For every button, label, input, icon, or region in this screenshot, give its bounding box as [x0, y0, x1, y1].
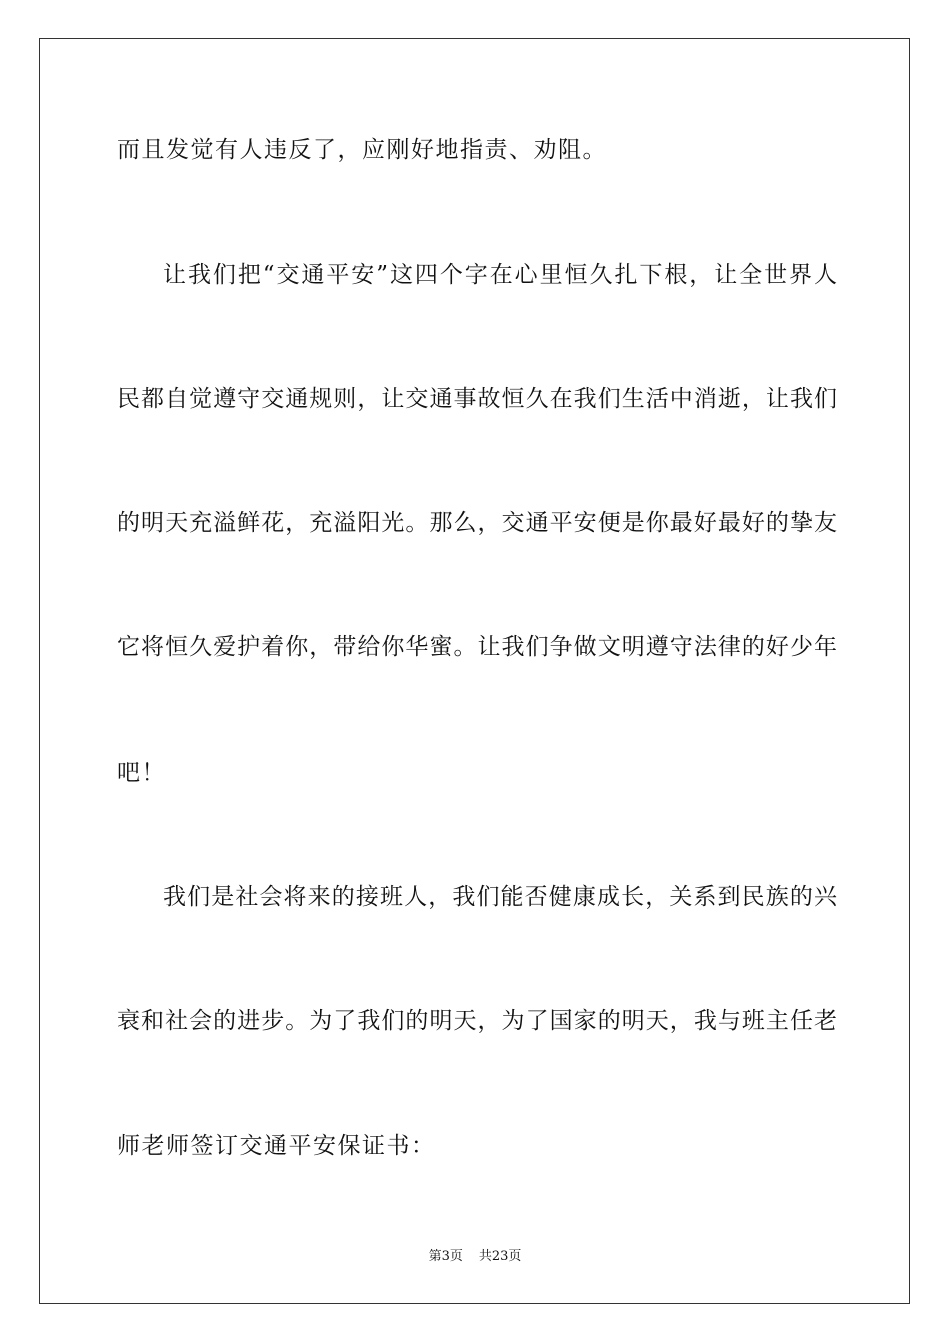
text-line: 它将恒久爱护着你，带给你华蜜。让我们争做文明遵守法律的好少年: [117, 634, 837, 660]
text-line: 让我们把“交通平安”这四个字在心里恒久扎下根，让全世界人: [163, 262, 837, 288]
page-frame: [39, 38, 910, 1304]
text-line: 的明天充溢鲜花，充溢阳光。那么，交通平安便是你最好最好的挚友: [117, 510, 837, 536]
text-line: 吧！: [117, 760, 166, 786]
text-line: 而且发觉有人违反了，应刚好地指责、劝阻。: [117, 137, 607, 163]
page-number-current: 第3页: [428, 1249, 463, 1264]
page-footer: [0, 1248, 950, 1266]
text-line: 师老师签订交通平安保证书：: [117, 1133, 436, 1159]
text-line: 我们是社会将来的接班人，我们能否健康成长，关系到民族的兴: [163, 884, 837, 910]
text-line: 民都自觉遵守交通规则，让交通事故恒久在我们生活中消逝，让我们: [117, 386, 837, 412]
page-number-total: 共23页: [478, 1249, 522, 1264]
text-line: 衰和社会的进步。为了我们的明天，为了国家的明天，我与班主任老: [117, 1008, 837, 1034]
